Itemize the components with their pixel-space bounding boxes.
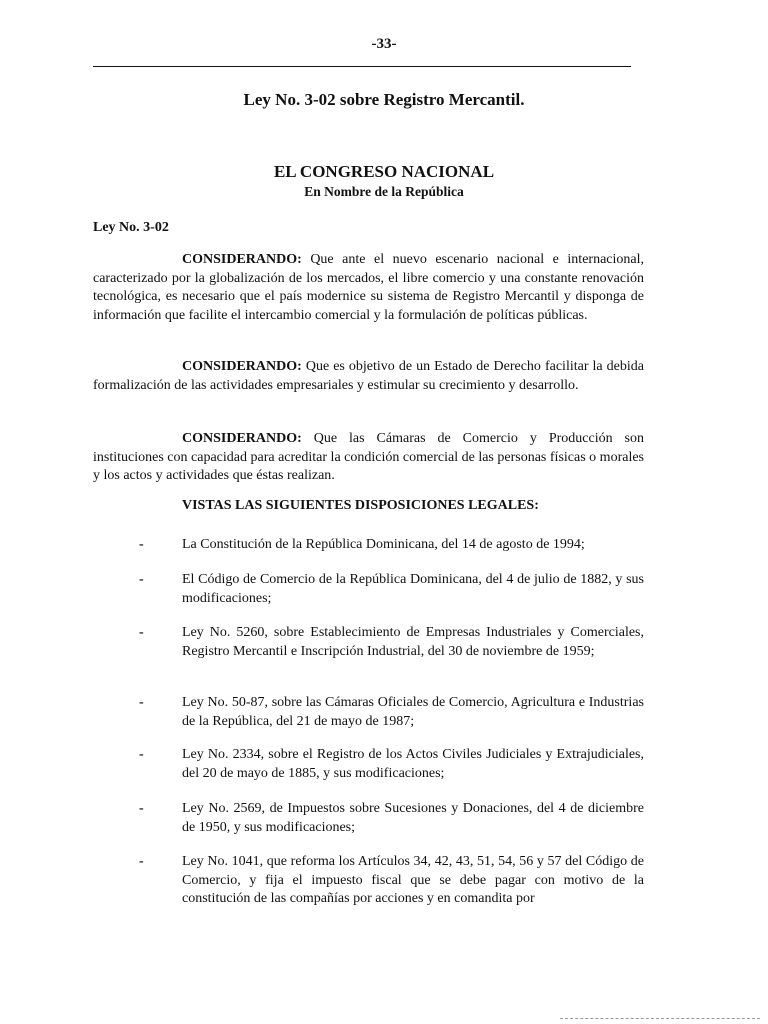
considerando-text: Que ante el nuevo escenario nacional e internacional, caracterizado por la globalización de los mercados, el libre comercio y una constante renovación tecnológica, es necesario que el país modernice su sistema de Registro Mercantil y disponga de información que facilite el intercambio comercial y la formulación de políticas públicas. [93,252,644,323]
list-dash: - [139,695,144,710]
considerando-paragraph [93,251,644,325]
list-dash: - [139,537,144,552]
considerando-text: Que las Cámaras de Comercio y Producción son instituciones con capacidad para acreditar la condición comercial de las personas físicas o morales y los actos y actividades que éstas realizan. [93,431,644,483]
law-title: Ley No. 3-02 sobre Registro Mercantil. [243,90,525,109]
considerando-text: Que es objetivo de un Estado de Derecho facilitar la debida formalización de las actividades empresariales y estimular su crecimiento y desarrollo. [93,359,644,393]
list-dash: - [139,854,144,869]
disposition-item [93,624,644,661]
disposition-item [93,571,644,608]
disposition-text: Ley No. 1041, que reforma los Artículos 34, 42, 43, 51, 54, 56 y 57 del Código de Comercio, y fija el impuesto fiscal que se debe pagar con motivo de la constitución de las compañías por acciones y en comandita por [182,854,644,906]
header-rule [93,66,631,67]
list-dash: - [139,572,144,587]
scan-edge-rule [560,1018,760,1019]
list-dash: - [139,747,144,762]
law-number: Ley No. 3-02 [93,220,169,235]
considerando-paragraph [93,358,644,395]
disposition-text: El Código de Comercio de la República Dominicana, del 4 de julio de 1882, y sus modificaciones; [182,572,644,606]
disposition-item [93,694,644,731]
considerando-label: CONSIDERANDO: [182,359,302,374]
considerando-paragraph [93,430,644,486]
disposition-item [93,746,644,783]
disposition-text: Ley No. 50-87, sobre las Cámaras Oficiales de Comercio, Agricultura e Industrias de la República, del 21 de mayo de 1987; [182,695,644,729]
issuer-name: EL CONGRESO NACIONAL [273,162,495,181]
disposition-text: Ley No. 2569, de Impuestos sobre Sucesiones y Donaciones, del 4 de diciembre de 1950, y sus modificaciones; [182,801,644,835]
list-dash: - [139,625,144,640]
vistas-heading: VISTAS LAS SIGUIENTES DISPOSICIONES LEGALES: [182,498,539,513]
disposition-text: Ley No. 5260, sobre Establecimiento de Empresas Industriales y Comerciales, Registro Mercantil e Inscripción Industrial, del 30 de noviembre de 1959; [182,625,644,659]
list-dash: - [139,801,144,816]
disposition-item [93,536,644,555]
considerando-label: CONSIDERANDO: [182,252,302,267]
page-number: -33- [371,36,397,52]
issuer-subtitle: En Nombre de la República [304,184,464,199]
disposition-item [93,800,644,837]
considerando-label: CONSIDERANDO: [182,431,302,446]
disposition-item [93,853,644,909]
disposition-text: Ley No. 2334, sobre el Registro de los Actos Civiles Judiciales y Extrajudiciales, del 20 de mayo de 1885, y sus modificaciones; [182,747,644,781]
disposition-text: La Constitución de la República Dominicana, del 14 de agosto de 1994; [182,537,585,552]
